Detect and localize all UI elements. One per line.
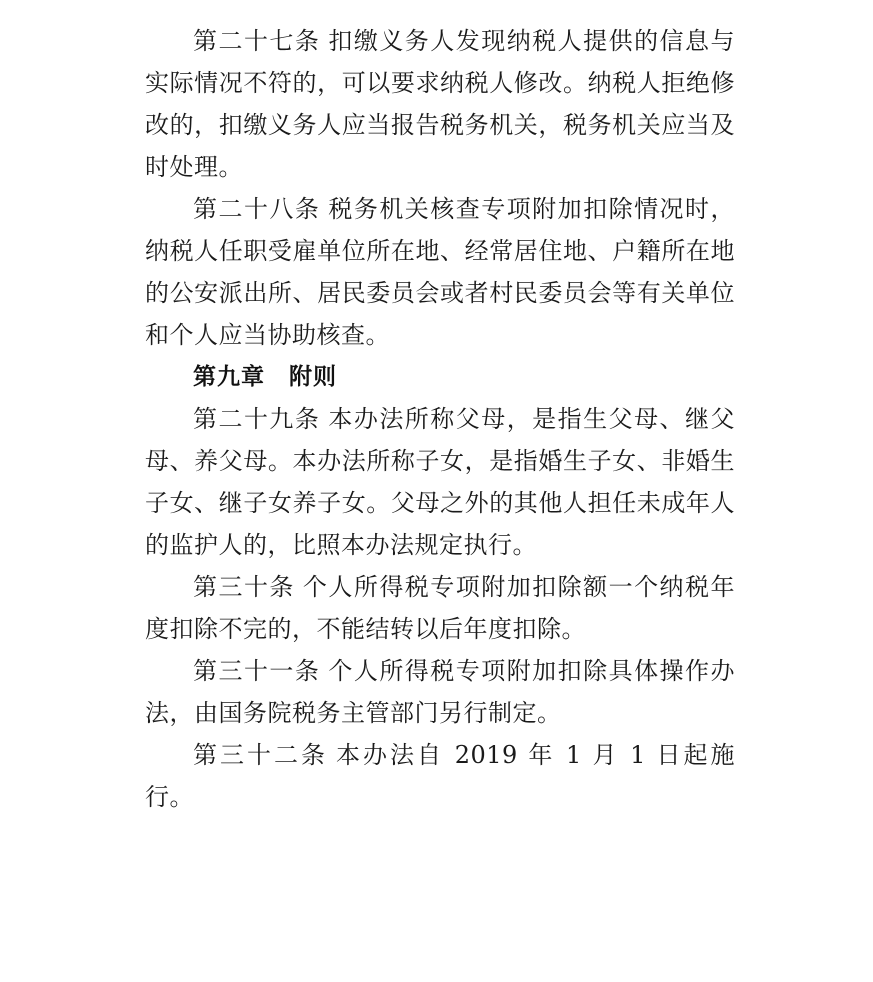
article-text: 本办法自 2019 年 1 月 1 日起施行。: [145, 741, 736, 811]
chapter-heading: 第九章 附则: [193, 364, 337, 390]
article-label: 第三十条: [193, 573, 295, 601]
article-text: 税务机关核查专项附加扣除情况时，纳税人任职受雇单位所在地、经常居住地、户籍所在地的公安派出所、居民委员会或者村民委员会等有关单位和个人应当协助核查。: [145, 195, 735, 349]
article-text: 扣缴义务人发现纳税人提供的信息与实际情况不符的，可以要求纳税人修改。纳税人拒绝修改的，扣缴义务人应当报告税务机关，税务机关应当及时处理。: [145, 27, 735, 181]
article-label: 第三十二条: [193, 741, 329, 769]
article-text: 本办法所称父母，是指生父母、继父母、养父母。本办法所称子女，是指婚生子女、非婚生子女、继子女养子女。父母之外的其他人担任未成年人的监护人的，比照本办法规定执行。: [145, 405, 735, 559]
article-text: 个人所得税专项附加扣除额一个纳税年度扣除不完的，不能结转以后年度扣除。: [145, 573, 736, 643]
article-29: [145, 398, 735, 566]
article-text: 个人所得税专项附加扣除具体操作办法，由国务院税务主管部门另行制定。: [145, 657, 735, 727]
article-32: [145, 734, 735, 818]
article-31: [145, 650, 735, 734]
article-label: 第二十八条: [193, 195, 321, 223]
article-label: 第三十一条: [193, 657, 321, 685]
article-label: 第二十九条: [193, 405, 321, 433]
article-27: [145, 20, 735, 188]
article-30: [145, 566, 735, 650]
article-label: 第二十七条: [193, 27, 321, 55]
article-28: [145, 188, 735, 356]
document-body: [145, 20, 735, 818]
